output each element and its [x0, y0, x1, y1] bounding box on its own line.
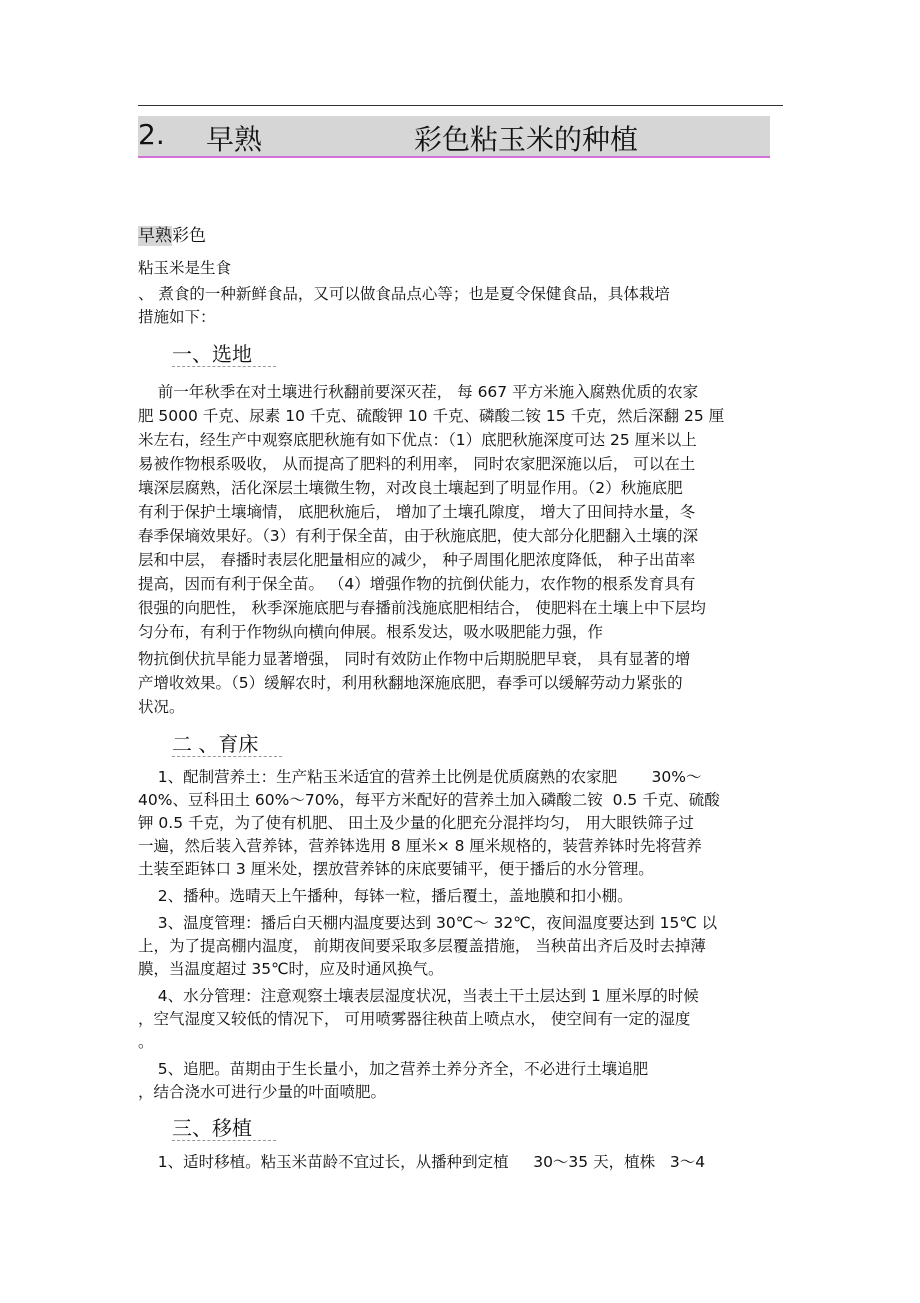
- paragraph-line: 土装至距钵口 3 厘米处，摆放营养钵的床底要铺平，便于播后的水分管理。: [138, 860, 654, 878]
- paragraph-line: 上，为了提高棚内温度， 前期夜间要采取多层覆盖措施， 当秧苗出齐后及时去掉薄: [138, 937, 706, 955]
- paragraph-line: 米左右，经生产中观察底肥秋施有如下优点：（1）底肥秋施深度可达 25 厘米以上: [138, 431, 697, 449]
- paragraph-line: 肥 5000 千克、尿素 10 千克、硫酸钾 10 千克、磷酸二铵 15 千克，然后深翻 25 厘: [138, 407, 725, 425]
- intro-text: 彩色: [172, 226, 206, 246]
- paragraph-line: 5、追肥。苗期由于生长量小，加之营养土养分齐全，不必进行土壤追肥: [138, 1060, 649, 1078]
- title-part2: 彩色粘玉米的种植: [414, 123, 639, 156]
- document-title: [138, 116, 770, 158]
- paragraph-line: 壤深层腐熟，活化深层土壤微生物，对改良土壤起到了明显作用。（2）秋施底肥: [138, 479, 683, 497]
- paragraph-line: 。: [138, 1033, 154, 1051]
- section-heading: 二 、育床: [172, 732, 282, 757]
- paragraph-line: 4、水分管理：注意观察土壤表层湿度状况，当表土干土层达到 1 厘米厚的时候: [138, 987, 699, 1005]
- title-part1: 早熟: [206, 123, 263, 156]
- paragraph-line: 易被作物根系吸收， 从而提高了肥料的利用率， 同时农家肥深施以后， 可以在土: [138, 455, 696, 473]
- paragraph-line: ，结合浇水可进行少量的叶面喷肥。: [138, 1083, 387, 1101]
- title-number: 2.: [138, 118, 165, 151]
- paragraph-line: 膜，当温度超过 35℃时，应及时通风换气。: [138, 960, 444, 978]
- section-heading: 三、移植: [172, 1116, 276, 1141]
- section-heading: 一、选地: [172, 342, 276, 367]
- paragraph-line: 2、播种。选晴天上午播种，每钵一粒，播后覆土，盖地膜和扣小棚。: [138, 887, 633, 905]
- paragraph-line: 层和中层， 春播时表层化肥量相应的减少， 种子周围化肥浓度降低， 种子出苗率: [138, 551, 696, 569]
- paragraph-line: 钾 0.5 千克，为了使有机肥、 田土及少量的化肥充分混拌均匀， 用大眼铁筛子过: [138, 814, 694, 832]
- paragraph-line: 很强的向肥性， 秋季深施底肥与春播前浅施底肥相结合， 使肥料在土壤上中下层均: [138, 599, 706, 617]
- paragraph-line: 一遍，然后装入营养钵，营养钵选用 8 厘米× 8 厘米规格的，装营养钵时先将营养: [138, 837, 702, 855]
- paragraph-line: 有利于保护土壤墒情， 底肥秋施后， 增加了土壤孔隙度， 增大了田间持水量，冬: [138, 503, 696, 521]
- paragraph-line: 春季保墒效果好。（3）有利于保全苗，由于秋施底肥，使大部分化肥翻入土壤的深: [138, 527, 699, 545]
- paragraph-line: 1、配制营养土：生产粘玉米适宜的营养土比例是优质腐熟的农家肥 30%～: [138, 768, 702, 786]
- paragraph-line: 前一年秋季在对土壤进行秋翻前要深灭茬， 每 667 平方米施入腐熟优质的农家: [138, 383, 699, 401]
- paragraph-line: 1、适时移植。粘玉米苗龄不宜过长，从播种到定植 30～35 天，植株 3～4: [138, 1153, 706, 1171]
- paragraph-line: 产增收效果。（5）缓解农时，利用秋翻地深施底肥，春季可以缓解劳动力紧张的: [138, 674, 683, 692]
- paragraph-line: 匀分布，有利于作物纵向横向伸展。根系发达，吸水吸肥能力强，作: [138, 623, 604, 641]
- paragraph-line: 3、温度管理：播后白天棚内温度要达到 30℃～ 32℃，夜间温度要达到 15℃ 以: [138, 914, 718, 932]
- highlighted-text: 早熟: [138, 226, 172, 246]
- paragraph-line: ，空气湿度又较低的情况下， 可用喷雾器往秧苗上喷点水， 使空间有一定的湿度: [138, 1010, 691, 1028]
- intro-line: 、 煮食的一种新鲜食品，又可以做食品点心等；也是夏令保健食品，具体栽培: [138, 285, 670, 303]
- intro-line: 措施如下：: [138, 308, 216, 326]
- paragraph-line: 状况。: [138, 698, 185, 716]
- paragraph-line: 物抗倒伏抗旱能力显著增强， 同时有效防止作物中后期脱肥早衰， 具有显著的增: [138, 650, 691, 668]
- header-rule: [138, 105, 783, 106]
- paragraph-line: 40%、豆科田土 60%～70%，每平方米配好的营养土加入磷酸二铵 0.5 千克、硫酸: [138, 791, 720, 809]
- intro-line: [138, 224, 206, 248]
- paragraph-line: 提高，因而有利于保全苗。 （4）增强作物的抗倒伏能力，农作物的根系发育具有: [138, 575, 696, 593]
- intro-line: 粘玉米是生食: [138, 259, 232, 277]
